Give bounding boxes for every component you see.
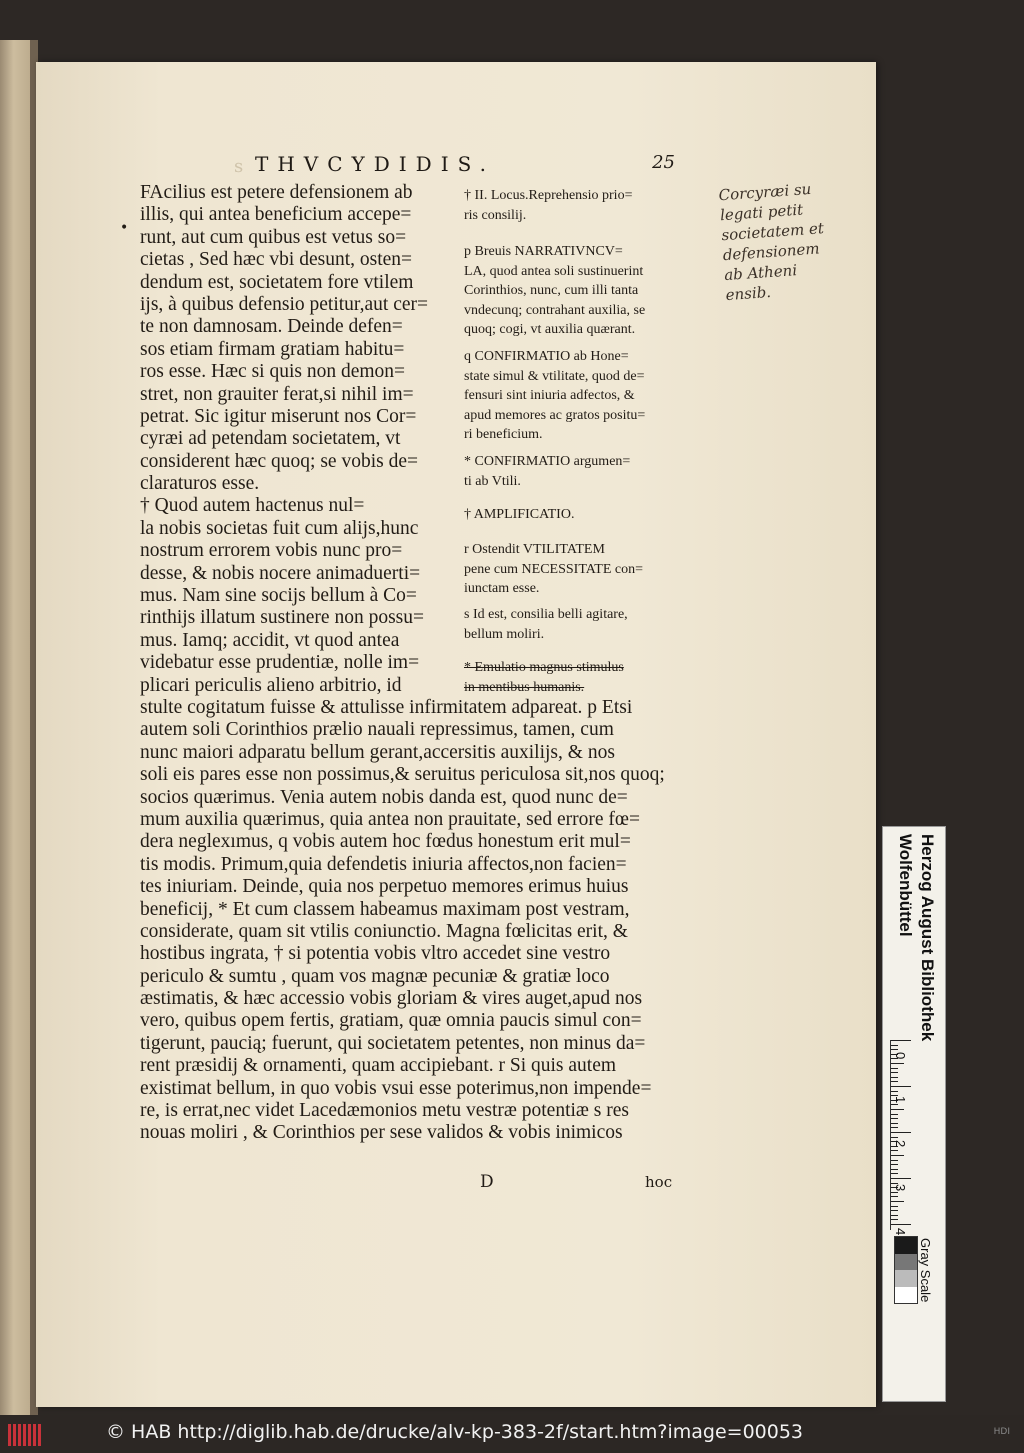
- marginal-note-line: q CONFIRMATIO ab Hone=: [464, 349, 629, 364]
- text-line: æstimatis, & hæc accessio vobis gloriam & vires auget,apud nos: [140, 988, 643, 1010]
- marginal-note: [464, 242, 679, 340]
- margin-bullet-mark: •: [120, 220, 129, 236]
- ruler-tick: [891, 1127, 898, 1128]
- page-number: 25: [652, 152, 675, 173]
- marginal-note-line: apud memores ac gratos positu=: [464, 407, 646, 423]
- text-line: runt, aut cum quibus est vetus so=: [140, 226, 407, 248]
- text-line: dendum est, societatem fore vtilem: [140, 271, 414, 293]
- text-line: sos etiam firmam gratiam habitu=: [140, 338, 405, 360]
- text-line: hostibus ingrata, † si potentia vobis vltro accedet sine vestro: [140, 943, 611, 965]
- text-line: mus. Nam sine socijs bellum à Co=: [140, 585, 417, 607]
- ruler-tick: [891, 1072, 898, 1073]
- text-line: mus. Iamq; accidit, vt quod antea: [140, 629, 400, 651]
- marginal-note-line: * CONFIRMATIO argumen=: [464, 454, 631, 469]
- text-line: videbatur esse prudentiæ, nolle im=: [140, 652, 420, 674]
- handwritten-line: legati petit: [719, 200, 804, 225]
- marginal-note-line: † AMPLIFICATIO.: [464, 507, 575, 522]
- handwritten-line: ab Atheni: [723, 261, 798, 285]
- text-line: ros esse. Hæc si quis non demon=: [140, 361, 406, 383]
- marginal-note: [464, 658, 679, 697]
- text-line: claraturos esse.: [140, 473, 260, 495]
- marginal-note-line: quoq; cogi, vt auxilia quærant.: [464, 322, 636, 337]
- handwritten-line: defensionem: [722, 239, 821, 265]
- marginal-note-line: LA, quod antea soli sustinuerint: [464, 263, 644, 279]
- text-line: petrat. Sic igitur miserunt nos Cor=: [140, 405, 417, 427]
- text-line: FAcilius est petere defensionem ab: [140, 182, 413, 203]
- text-line: periculo & sumtu , quam vos magnæ pecuniæ & gratiæ loco: [140, 965, 610, 987]
- bleed-through-glyph: s: [234, 156, 244, 177]
- ruler-tick: [891, 1160, 898, 1161]
- text-line: desse, & nobis nocere animaduerti=: [140, 562, 421, 584]
- text-line: soli eis pares esse non possimus,& seruitus periculosa sit,nos quoq;: [140, 764, 665, 786]
- text-line: dera neglexımus, q vobis autem hoc fœdus honestum erit mul=: [140, 831, 631, 853]
- ruler-tick: [891, 1206, 898, 1207]
- marginal-note-line: pene cum NECESSITATE con=: [464, 561, 644, 577]
- library-name-line2: Wolfenbüttel: [896, 834, 915, 937]
- previous-page-edge: [0, 40, 34, 1415]
- gray-scale-swatch: [894, 1236, 918, 1304]
- ruler-number: 1: [893, 1096, 908, 1104]
- text-line: te non damnosam. Deinde defen=: [140, 316, 403, 338]
- text-line: socios quærimus. Venia autem nobis danda est, quod nunc de=: [140, 786, 628, 808]
- text-line: existimat bellum, in quo vobis vsui esse poterimus,non impende=: [140, 1077, 652, 1099]
- library-name-line1: Herzog August Bibliothek: [918, 834, 937, 1042]
- marginal-note: [464, 540, 679, 599]
- ruler-tick: [891, 1155, 904, 1156]
- marginal-note-line: bellum moliri.: [464, 626, 545, 642]
- marginal-note-line: ti ab Vtili.: [464, 473, 521, 489]
- marginal-note: [464, 605, 679, 644]
- ruler-number: 2: [893, 1140, 908, 1148]
- text-line: rinthijs illatum sustinere non possu=: [140, 607, 424, 629]
- marginal-note: [464, 347, 679, 445]
- text-line: † Quod autem hactenus nul=: [140, 495, 365, 517]
- ruler-tick: [891, 1192, 898, 1193]
- ruler-tick: [891, 1224, 911, 1225]
- marginal-note-line: fensuri sint iniuria adfectos, &: [464, 388, 635, 403]
- handwritten-line: societatem et: [720, 219, 825, 245]
- ruler-tick: [891, 1086, 911, 1087]
- ruler-tick: [891, 1219, 898, 1220]
- ruler-tick: [891, 1132, 911, 1133]
- marginal-note: [464, 452, 679, 491]
- marginal-note-line: ri beneficium.: [464, 427, 543, 442]
- ruler-number: 0: [893, 1052, 908, 1060]
- ruler-tick: [891, 1077, 898, 1078]
- text-line: mum auxilia quærimus, quia antea non prauitate, sed errore fœ=: [140, 808, 640, 830]
- text-line: la nobis societas fuit cum alijs,hunc: [140, 517, 419, 539]
- ruler-tick: [891, 1150, 898, 1151]
- signature-mark: D: [480, 1172, 494, 1192]
- marginal-note-line: iunctam esse.: [464, 581, 540, 596]
- text-line: re, is errat,nec videt Lacedæmonios metu vestræ potentiæ s res: [140, 1100, 629, 1122]
- marginal-note: [464, 186, 679, 225]
- marginal-note-line: s Id est, consilia belli agitare,: [464, 607, 628, 622]
- ruler-tick: [891, 1040, 911, 1041]
- running-title: THVCYDIDIS.: [255, 152, 495, 176]
- ruler-tick: [891, 1215, 898, 1216]
- ruler-tick: [891, 1196, 898, 1197]
- text-line: rent præsidij & ornamenti, quam accipiebant. r Si quis autem: [140, 1055, 617, 1077]
- text-line: nunc maiori adparatu bellum gerant,accersitis auxilijs, & nos: [140, 741, 615, 763]
- ruler-tick: [891, 1081, 898, 1082]
- text-line: beneficij, * Et cum classem habeamus maximam post vestram,: [140, 898, 630, 920]
- copyright-url[interactable]: © HAB http://diglib.hab.de/drucke/alv-kp-383-2f/start.htm?image=00053: [106, 1421, 804, 1443]
- footer-bar: [0, 1415, 1024, 1453]
- marginal-note: [464, 505, 679, 525]
- measurement-ruler: [890, 1040, 913, 1230]
- ruler-tick: [891, 1104, 898, 1105]
- ruler-number: 3: [893, 1184, 908, 1192]
- ruler-tick: [891, 1063, 904, 1064]
- gray-scale-label: Gray Scale: [918, 1238, 933, 1303]
- ruler-tick: [891, 1114, 898, 1115]
- text-line: cietas , Sed hæc vbi desunt, osten=: [140, 249, 413, 271]
- ruler-tick: [891, 1210, 898, 1211]
- footer-mark: HDI: [993, 1427, 1010, 1437]
- catchword: hoc: [645, 1173, 673, 1191]
- text-line: tigerunt, paucią; fuerunt, qui societatem petentes, non minus da=: [140, 1032, 646, 1054]
- ruler-tick: [891, 1118, 898, 1119]
- marginal-note-line: state simul & vtilitate, quod de=: [464, 368, 645, 384]
- marginal-note-line: vndecunq; contrahant auxilia, se: [464, 302, 646, 318]
- ruler-tick: [891, 1178, 911, 1179]
- marginal-note-line: r Ostendit VTILITATEM: [464, 542, 605, 557]
- ruler-tick: [891, 1091, 898, 1092]
- ruler-tick: [891, 1169, 898, 1170]
- text-line: autem soli Corinthios prælio nauali repressimus, tamen, cum: [140, 719, 614, 741]
- text-line: tis modis. Primum,quia defendetis iniuria affectos,non facien=: [140, 853, 627, 875]
- handwritten-line: Corcyræi su: [718, 179, 812, 205]
- ruler-tick: [891, 1137, 898, 1138]
- marginal-note-line: in mentibus humanis.: [464, 679, 585, 695]
- text-line: illis, qui antea beneficium accepe=: [140, 204, 412, 226]
- handwritten-line: ensib.: [725, 282, 772, 305]
- text-line: nouas moliri , & Corinthios per sese validos & vobis inimicos: [140, 1122, 623, 1144]
- ruler-tick: [891, 1045, 898, 1046]
- text-line: considerent hæc quoq; se vobis de=: [140, 450, 418, 472]
- hab-logo-icon: [8, 1424, 44, 1446]
- text-line: vero, quibus opem fertis, gratiam, quæ omnia paucis simul con=: [140, 1010, 642, 1032]
- marginal-note-line: p Breuis NARRATIVNCV=: [464, 244, 623, 259]
- marginal-note-line: ris consilij.: [464, 207, 527, 223]
- text-line: tes iniuriam. Deinde, quia nos perpetuo memores erimus huius: [140, 876, 629, 898]
- handwritten-annotation: [718, 175, 876, 305]
- text-line: plicari periculis alieno arbitrio, id: [140, 674, 402, 696]
- text-line: nostrum errorem vobis nunc pro=: [140, 540, 403, 562]
- marginal-note-line: Corinthios, nunc, cum illi tanta: [464, 283, 639, 298]
- text-line: stulte cogitatum fuisse & attulisse infirmitatem adpareat. p Etsi: [140, 696, 633, 718]
- text-line: considerate, quam sit vtilis coniunctio. Magna fœlicitas erit, &: [140, 920, 628, 942]
- marginal-note-line: † II. Locus.Reprehensio prio=: [464, 188, 633, 203]
- running-head: [255, 152, 675, 180]
- ruler-number: 4: [893, 1228, 908, 1236]
- text-line: cyræi ad petendam societatem, vt: [140, 428, 401, 450]
- text-line: ijs, à quibus defensio petitur,aut cer=: [140, 293, 429, 315]
- ruler-tick: [891, 1164, 898, 1165]
- ruler-tick: [891, 1068, 898, 1069]
- ruler-tick: [891, 1049, 898, 1050]
- marginal-note-line: * Emulatio magnus stimulus: [464, 660, 624, 675]
- ruler-tick: [891, 1201, 904, 1202]
- text-line: stret, non grauiter ferat,si nihil im=: [140, 383, 414, 405]
- ruler-tick: [891, 1109, 904, 1110]
- ruler-tick: [891, 1173, 898, 1174]
- ruler-tick: [891, 1123, 898, 1124]
